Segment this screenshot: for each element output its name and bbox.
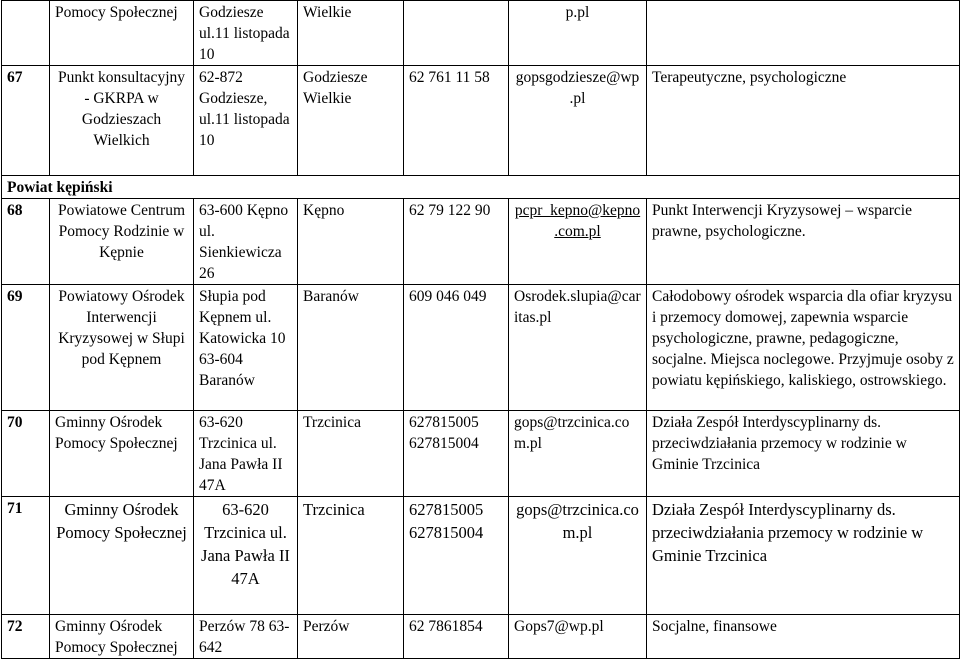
institution-scope: Działa Zespół Interdyscyplinarny ds. przeciwdziałania przemocy w rodzinie w Gminie Trzcinica (647, 497, 960, 615)
institution-name: Powiatowe Centrum Pomocy Rodzinie w Kępnie (50, 199, 194, 285)
institution-name: Pomocy Społecznej (50, 1, 194, 66)
institution-scope: Całodobowy ośrodek wsparcia dla ofiar kryzysu i przemocy domowej, zapewnia wsparcie psychologiczne, prawne, pedagogiczne, socjalne. Miejsca noclegowe. Przyjmuje osoby z powiatu kępińskiego, kaliskiego, ostrowskiego. (647, 285, 960, 411)
table-row (2, 1, 960, 66)
institution-email: pcpr_kepno@kepno.com.pl (509, 199, 647, 285)
table-row (2, 411, 960, 497)
institution-name: Gminny Ośrodek Pomocy Społecznej (50, 411, 194, 497)
row-number: 72 (2, 615, 50, 659)
institution-phone: 627815005 627815004 (404, 497, 509, 615)
table-row (2, 199, 960, 285)
table-row (2, 66, 960, 176)
institution-phone: 62 7861854 (404, 615, 509, 659)
institution-name: Gminny Ośrodek Pomocy Społecznej (50, 497, 194, 615)
region-row (2, 176, 960, 199)
table-row (2, 615, 960, 659)
institution-address: Godziesze ul.11 listopada 10 (194, 1, 298, 66)
institution-scope (647, 1, 960, 66)
institution-email: gops@trzcinica.com.pl (509, 497, 647, 615)
table-row (2, 285, 960, 411)
institution-phone: 62 79 122 90 (404, 199, 509, 285)
institution-name: Punkt konsultacyjny - GKRPA w Godzieszach Wielkich (50, 66, 194, 176)
row-number (2, 1, 50, 66)
table-row (2, 497, 960, 615)
institution-city: Wielkie (298, 1, 404, 66)
institution-city: Perzów (298, 615, 404, 659)
institution-name: Gminny Ośrodek Pomocy Społecznej (50, 615, 194, 659)
institution-name: Powiatowy Ośrodek Interwencji Kryzysowej w Słupi pod Kępnem (50, 285, 194, 411)
institution-phone: 62 761 11 58 (404, 66, 509, 176)
row-number: 70 (2, 411, 50, 497)
institution-email: gopsgodziesze@wp.pl (509, 66, 647, 176)
institution-address: Słupia pod Kępnem ul. Katowicka 10 63-604 Baranów (194, 285, 298, 411)
institution-scope: Punkt Interwencji Kryzysowej – wsparcie prawne, psychologiczne. (647, 199, 960, 285)
row-number: 68 (2, 199, 50, 285)
institution-email: p.pl (509, 1, 647, 66)
institution-city: Godziesze Wielkie (298, 66, 404, 176)
institution-phone: 609 046 049 (404, 285, 509, 411)
institution-address: 63-600 Kępno ul. Sienkiewicza 26 (194, 199, 298, 285)
row-number: 67 (2, 66, 50, 176)
region-heading: Powiat kępiński (2, 176, 960, 199)
institution-scope: Terapeutyczne, psychologiczne (647, 66, 960, 176)
institution-address: 63-620 Trzcinica ul. Jana Pawła II 47A (194, 411, 298, 497)
institution-city: Trzcinica (298, 497, 404, 615)
institution-email: Gops7@wp.pl (509, 615, 647, 659)
institution-address: Perzów 78 63-642 (194, 615, 298, 659)
institutions-table (1, 0, 960, 659)
institution-address: 62-872 Godziesze, ul.11 listopada 10 (194, 66, 298, 176)
institution-phone (404, 1, 509, 66)
institution-city: Baranów (298, 285, 404, 411)
institution-email: gops@trzcinica.com.pl (509, 411, 647, 497)
institution-email: Osrodek.slupia@caritas.pl (509, 285, 647, 411)
institution-city: Trzcinica (298, 411, 404, 497)
institution-scope: Działa Zespół Interdyscyplinarny ds. przeciwdziałania przemocy w rodzinie w Gminie Trzcinica (647, 411, 960, 497)
institution-address: 63-620 Trzcinica ul. Jana Pawła II 47A (194, 497, 298, 615)
row-number: 69 (2, 285, 50, 411)
institution-scope: Socjalne, finansowe (647, 615, 960, 659)
institution-phone: 627815005 627815004 (404, 411, 509, 497)
row-number: 71 (2, 497, 50, 615)
institution-city: Kępno (298, 199, 404, 285)
